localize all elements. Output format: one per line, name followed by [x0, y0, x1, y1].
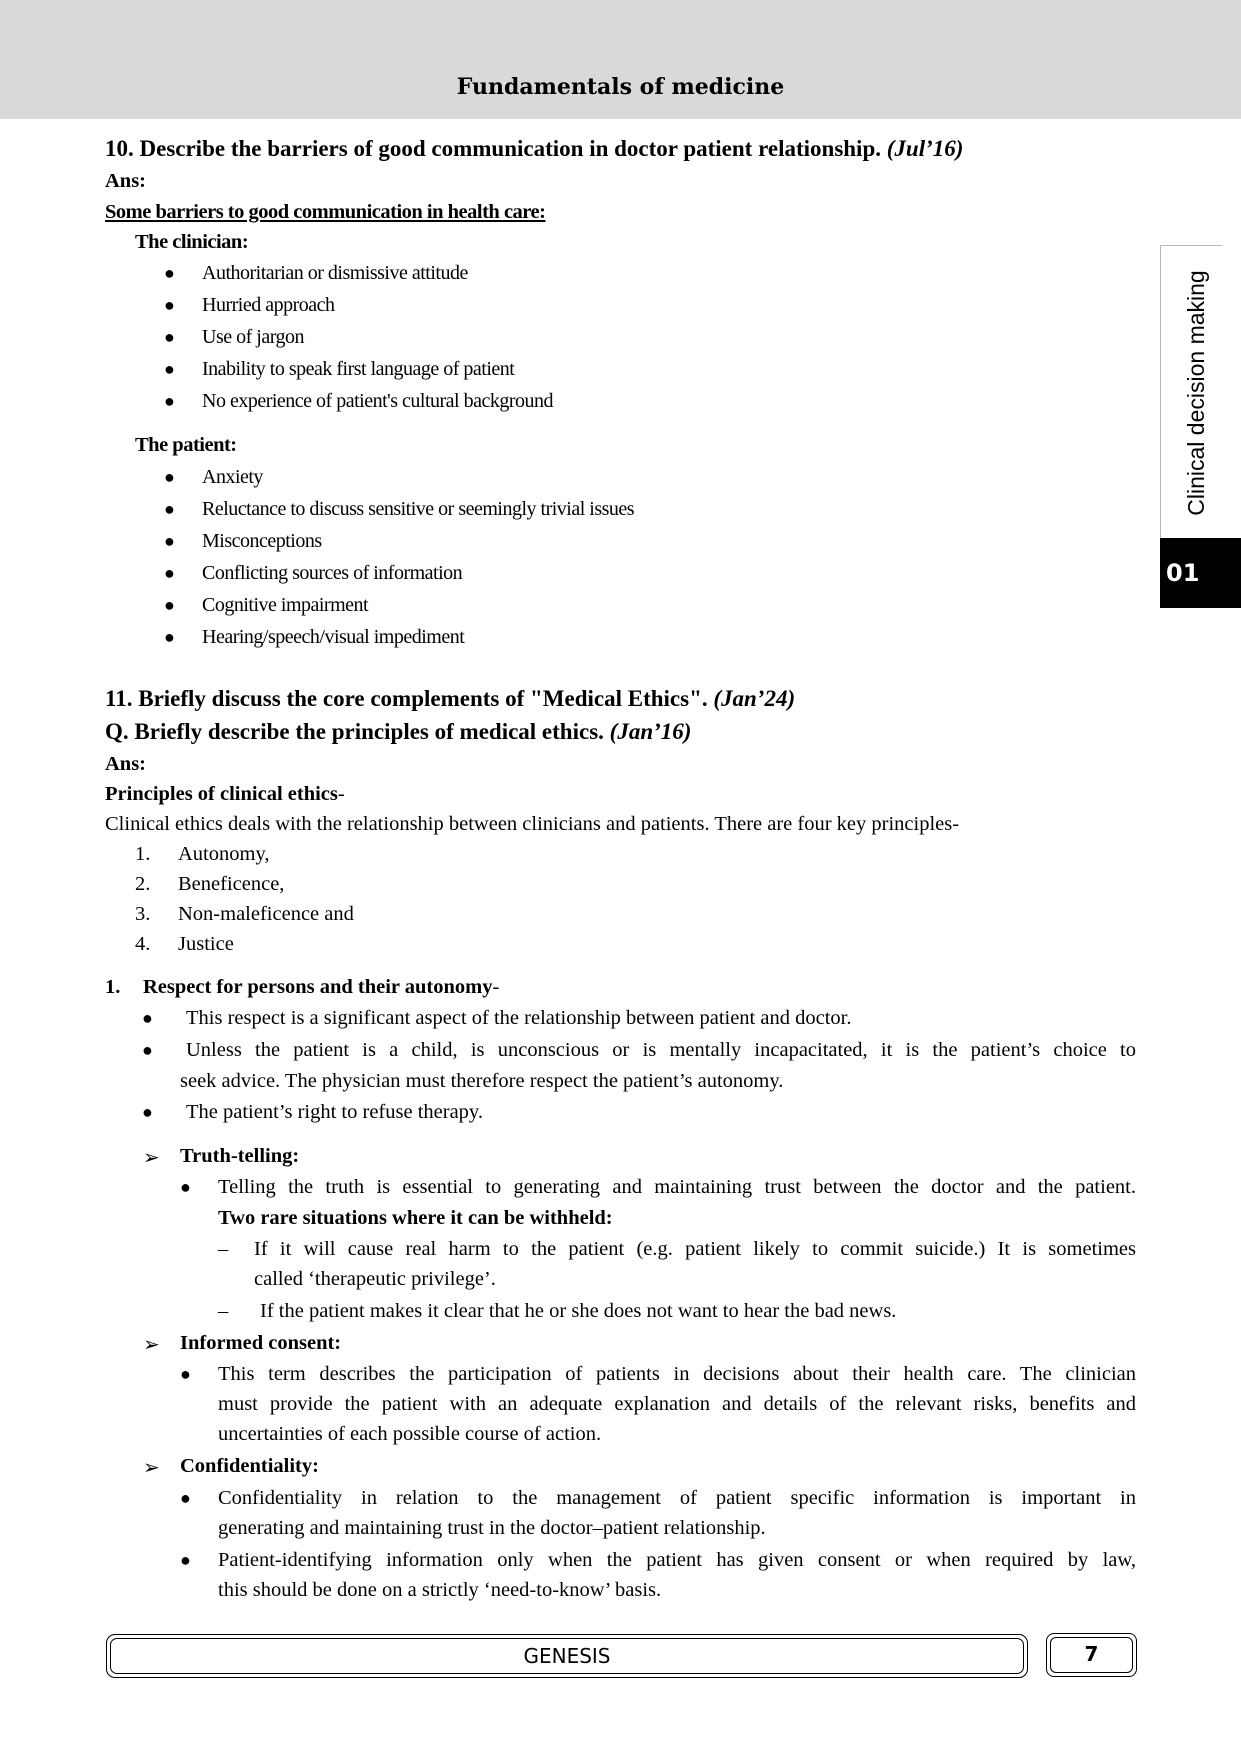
bullet-icon: ●	[164, 627, 175, 647]
principles-heading	[105, 783, 345, 806]
question-ref: (Jan’24)	[713, 686, 796, 711]
dash-bullet-icon: –	[218, 1238, 229, 1260]
chapter-number: 01	[1160, 538, 1241, 608]
patient-label: The patient:	[135, 434, 237, 456]
bullet-icon: ●	[180, 1550, 191, 1570]
bullet-icon: ●	[164, 263, 175, 283]
list-item: Cognitive impairment	[202, 594, 369, 616]
list-item: Use of jargon	[202, 326, 304, 348]
bullet-icon: ●	[164, 563, 175, 583]
principles-intro: Clinical ethics deals with the relationship between clinicians and patients. There are four key principles-	[105, 813, 960, 835]
list-number: 4.	[135, 933, 151, 955]
list-item: Confidentiality in relation to the management of patient specific information is important in	[218, 1487, 1136, 1509]
answer-label: Ans:	[105, 753, 147, 775]
bullet-icon: ●	[142, 1102, 153, 1122]
principles-heading-dash: -	[337, 783, 345, 805]
answer-label: Ans:	[105, 170, 147, 192]
subsection-title: Confidentiality:	[180, 1455, 319, 1477]
footer-label: GENESIS	[523, 1644, 611, 1668]
list-item: Misconceptions	[202, 530, 322, 552]
list-number: 1.	[135, 843, 151, 865]
list-item: Reluctance to discuss sensitive or seemingly trivial issues	[202, 498, 635, 520]
subsection-title: Informed consent:	[180, 1332, 342, 1354]
list-item-continuation: must provide the patient with an adequate explanation and details of the relevant risks, benefits and	[218, 1393, 1136, 1415]
list-item: Beneficence,	[178, 873, 285, 895]
list-item: This term describes the participation of patients in decisions about their health care. The clinician	[218, 1363, 1136, 1385]
arrow-bullet-icon: ➢	[143, 1334, 160, 1356]
list-item: The patient’s right to refuse therapy.	[186, 1101, 483, 1123]
question-title-text: 10. Describe the barriers of good communication in doctor patient relationship.	[105, 136, 881, 161]
list-item-continuation: called ‘therapeutic privilege’.	[254, 1268, 496, 1290]
list-item: Authoritarian or dismissive attitude	[202, 262, 468, 284]
section-title	[143, 976, 499, 999]
list-item: Inability to speak first language of patient	[202, 358, 515, 380]
list-item: If the patient makes it clear that he or she does not want to hear the bad news.	[260, 1300, 897, 1322]
list-item: Unless the patient is a child, is unconscious or is mentally incapacitated, it is the patient’s choice to	[186, 1039, 1136, 1061]
section-title-text: Respect for persons and their autonomy	[143, 976, 493, 998]
list-item: If it will cause real harm to the patient (e.g. patient likely to commit suicide.) It is sometimes	[254, 1238, 1136, 1260]
question-ref: (Jul’16)	[886, 136, 964, 161]
list-item: Conflicting sources of information	[202, 562, 463, 584]
list-item: Justice	[178, 933, 234, 955]
bullet-icon: ●	[164, 327, 175, 347]
bullet-icon: ●	[180, 1488, 191, 1508]
list-number: 3.	[135, 903, 151, 925]
arrow-bullet-icon: ➢	[143, 1147, 160, 1169]
barriers-heading: Some barriers to good communication in health care:	[105, 201, 546, 223]
list-item: Anxiety	[202, 466, 263, 488]
bullet-icon: ●	[164, 391, 175, 411]
bullet-icon: ●	[164, 295, 175, 315]
question-ref: (Jan’16)	[609, 719, 692, 744]
list-item: No experience of patient's cultural background	[202, 390, 554, 412]
question-title-text: Q. Briefly describe the principles of medical ethics.	[105, 719, 604, 744]
side-tab-label: Clinical decision making	[1183, 270, 1209, 516]
list-number: 2.	[135, 873, 151, 895]
principles-heading-text: Principles of clinical ethics	[105, 783, 338, 805]
list-item-continuation: uncertainties of each possible course of action.	[218, 1423, 602, 1445]
list-item: Patient-identifying information only when the patient has given consent or when required by law,	[218, 1549, 1136, 1571]
list-item: Hurried approach	[202, 294, 335, 316]
bullet-icon: ●	[164, 359, 175, 379]
list-item-continuation: seek advice. The physician must therefore respect the patient’s autonomy.	[180, 1070, 784, 1092]
subheading: Two rare situations where it can be withheld:	[218, 1207, 613, 1229]
bullet-icon: ●	[180, 1364, 191, 1384]
page-number: 7	[1084, 1642, 1099, 1666]
dash-bullet-icon: –	[218, 1300, 229, 1322]
bullet-icon: ●	[164, 499, 175, 519]
header-title: Fundamentals of medicine	[456, 74, 785, 100]
list-item: Telling the truth is essential to generating and maintaining trust between the doctor and the patient.	[218, 1176, 1136, 1198]
question-alt-title	[105, 719, 691, 745]
list-item: Non-maleficence and	[178, 903, 354, 925]
list-item: Autonomy,	[178, 843, 270, 865]
question-11-title	[105, 686, 795, 712]
list-item-continuation: generating and maintaining trust in the doctor–patient relationship.	[218, 1517, 766, 1539]
list-item-continuation: this should be done on a strictly ‘need-to-know’ basis.	[218, 1579, 662, 1601]
question-title-text: 11. Briefly discuss the core complements of "Medical Ethics".	[105, 686, 708, 711]
section-title-dash: -	[492, 976, 500, 998]
page-header	[0, 0, 1241, 119]
clinician-label: The clinician:	[135, 231, 249, 253]
bullet-icon: ●	[164, 467, 175, 487]
bullet-icon: ●	[164, 595, 175, 615]
bullet-icon: ●	[142, 1040, 153, 1060]
list-item: Hearing/speech/visual impediment	[202, 626, 465, 648]
section-number: 1.	[105, 976, 121, 998]
bullet-icon: ●	[142, 1008, 153, 1028]
list-item: This respect is a significant aspect of the relationship between patient and doctor.	[186, 1007, 852, 1029]
question-10-title	[105, 136, 963, 162]
arrow-bullet-icon: ➢	[143, 1457, 160, 1479]
bullet-icon: ●	[164, 531, 175, 551]
subsection-title: Truth-telling:	[180, 1145, 300, 1167]
bullet-icon: ●	[180, 1177, 191, 1197]
